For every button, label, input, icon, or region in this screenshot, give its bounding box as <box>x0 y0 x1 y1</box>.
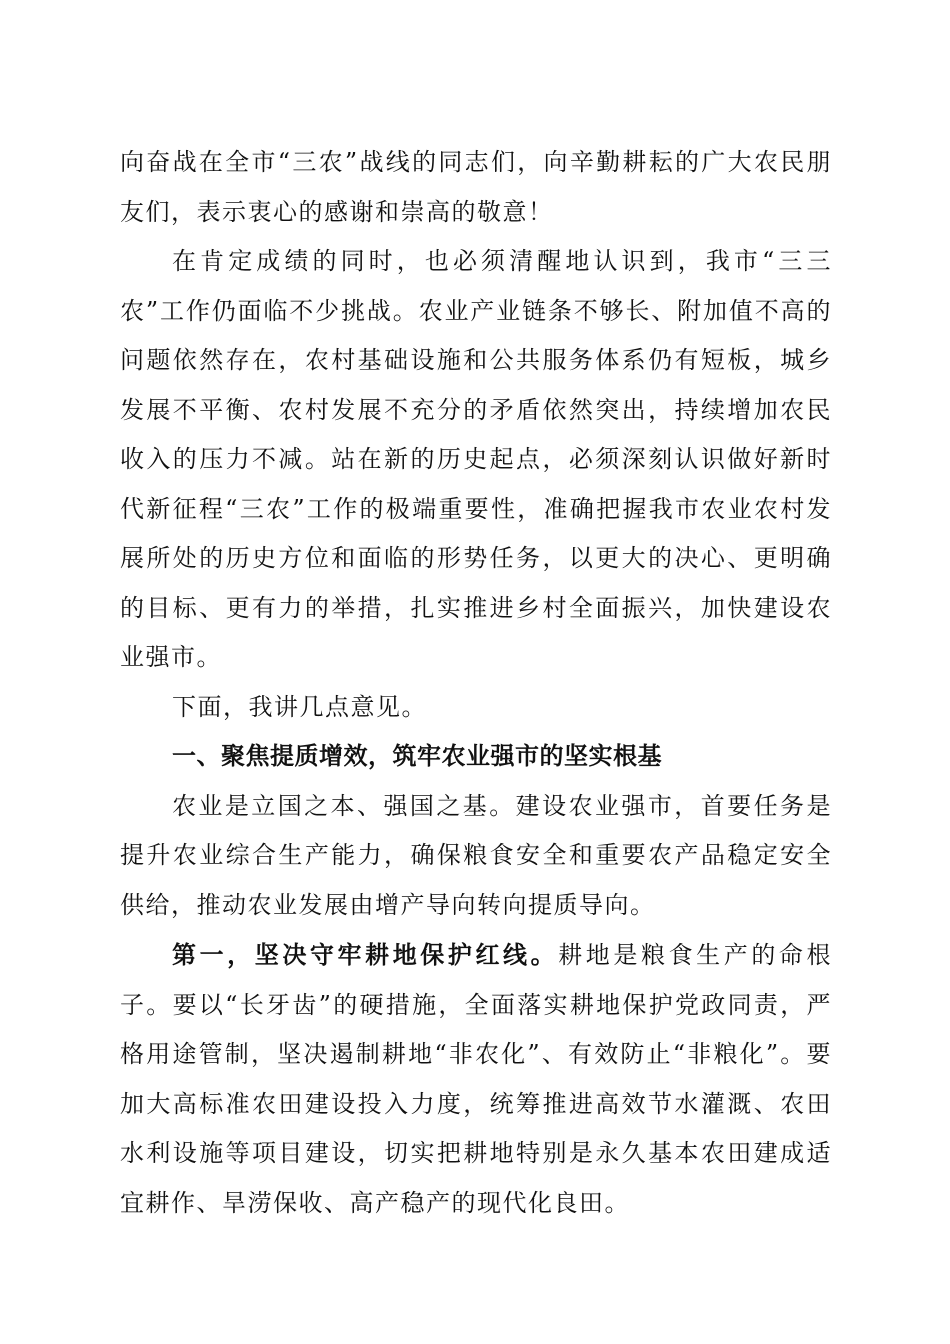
point-1-body: 耕地是粮食生产的命根子。要以“长牙齿”的硬措施，全面落实耕地保护党政同责，严格用途管制，坚决遏制耕地“非农化”、有效防止“非粮化”。要加大高标准农田建设投入力度，统筹推进高效节水灌溉、农田水利设施等项目建设，切实把耕地特别是永久基本农田建成适宜耕作、旱涝保收、高产稳产的现代化良田。 <box>120 941 833 1217</box>
paragraph-intro: 下面，我讲几点意见。 <box>172 692 427 721</box>
section-heading-1: 一、聚焦提质增效，筑牢农业强市的坚实根基 <box>172 742 662 770</box>
document-body <box>120 138 832 1228</box>
paragraph-foundation: 农业是立国之本、强国之基。建设农业强市，首要任务是提升农业综合生产能力，确保粮食安全和重要农产品稳定安全供给，推动农业发展由增产导向转向提质导向。 <box>120 791 832 919</box>
paragraph-continuation: 向奋战在全市“三农”战线的同志们，向辛勤耕耘的广大农民朋友们，表示衷心的感谢和崇高的敬意！ <box>120 148 832 226</box>
point-1-lead: 第一，坚决守牢耕地保护红线。 <box>172 940 559 969</box>
paragraph-challenges: 在肯定成绩的同时，也必须清醒地认识到，我市“三三农”工作仍面临不少挑战。农业产业链条不够长、附加值不高的问题依然存在，农村基础设施和公共服务体系仍有短板，城乡发展不平衡、农村发展不充分的矛盾依然突出，持续增加农民收入的压力不减。站在新的历史起点，必须深刻认识做好新时代新征程“三农”工作的极端重要性，准确把握我市农业农村发展所处的历史方位和面临的形势任务，以更大的决心、更明确的目标、更有力的举措，扎实推进乡村全面振兴，加快建设农业强市。 <box>120 247 832 671</box>
paragraph-point-1 <box>120 930 832 1228</box>
